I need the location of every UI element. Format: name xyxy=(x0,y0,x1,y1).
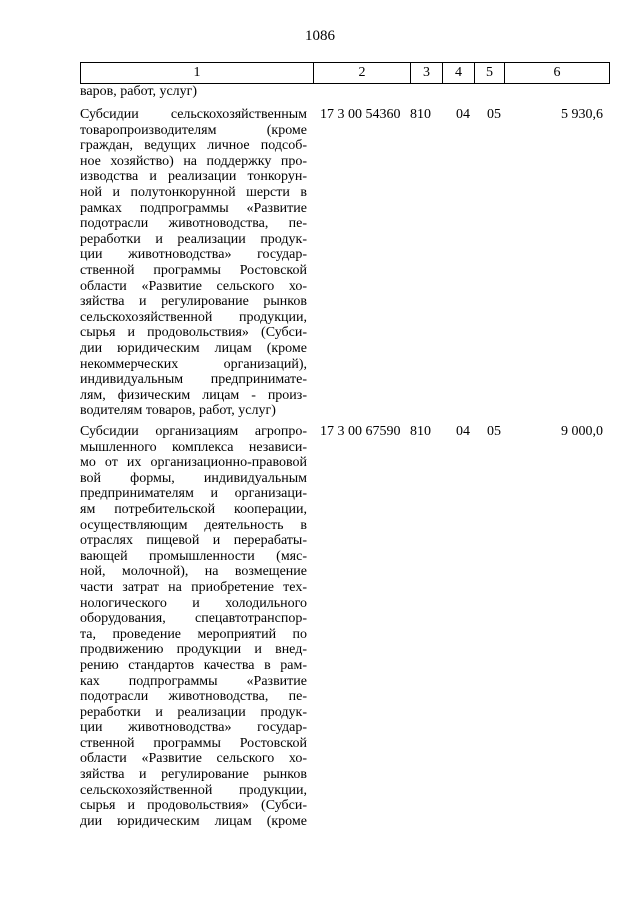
description-line: ственной программы Ростовской xyxy=(80,262,307,278)
column-header-2: 2 xyxy=(314,63,411,84)
description-line: области «Развитие сельского хо- xyxy=(80,751,307,767)
description-line: сельскохозяйственной продукции, xyxy=(80,782,307,798)
description-line: лям, физическим лицам - произ- xyxy=(80,387,307,403)
row-sum: 5 930,6 xyxy=(561,107,603,122)
column-header-6: 6 xyxy=(505,63,610,84)
column-header-5: 5 xyxy=(475,63,505,84)
description-line: ное хозяйство) на поддержку про- xyxy=(80,153,307,169)
row-rz: 04 xyxy=(456,107,470,122)
description-line: части затрат на приобретение тех- xyxy=(80,579,307,595)
row-description xyxy=(80,107,307,419)
description-line: ции животноводства» государ- xyxy=(80,247,307,263)
continuation-text: варов, работ, услуг) xyxy=(80,84,198,99)
description-line: ной и полутонкорунной шерсти в xyxy=(80,184,307,200)
row-vr: 810 xyxy=(410,424,431,439)
row-pr: 05 xyxy=(487,424,501,439)
description-line: товаропроизводителям (кроме xyxy=(80,122,307,138)
description-line: ках подпрограммы «Развитие xyxy=(80,673,307,689)
description-line: подотрасли животноводства, пе- xyxy=(80,689,307,705)
description-line: реработки и реализации продук- xyxy=(80,231,307,247)
description-line: зяйства и регулирование рынков xyxy=(80,767,307,783)
description-line: области «Развитие сельского хо- xyxy=(80,278,307,294)
description-line: вающей промышленности (мяс- xyxy=(80,548,307,564)
description-line: Субсидии организациям агропро- xyxy=(80,424,307,439)
row-pr: 05 xyxy=(487,107,501,122)
column-header-row xyxy=(81,63,610,84)
row-description xyxy=(80,424,307,829)
description-line: сырья и продовольствия» (Субси- xyxy=(80,325,307,341)
description-line: дии юридическим лицам (кроме xyxy=(80,813,307,829)
column-header-table xyxy=(80,62,610,84)
description-line: изводства и реализации тонкорун- xyxy=(80,169,307,185)
row-sum: 9 000,0 xyxy=(561,424,603,439)
description-line: осуществляющим деятельность в xyxy=(80,517,307,533)
description-line: продвижению продукции и внед- xyxy=(80,642,307,658)
description-line: водителям товаров, работ, услуг) xyxy=(80,403,276,419)
description-line: зяйства и регулирование рынков xyxy=(80,294,307,310)
column-header-1: 1 xyxy=(81,63,314,84)
row-code: 17 3 00 67590 xyxy=(320,424,401,439)
description-line: предпринимателям и организаци- xyxy=(80,486,307,502)
description-line: ям потребительской кооперации, xyxy=(80,501,307,517)
description-line: дии юридическим лицам (кроме xyxy=(80,340,307,356)
description-line: граждан, ведущих личное подсоб- xyxy=(80,138,307,154)
row-code: 17 3 00 54360 xyxy=(320,107,401,122)
row-vr: 810 xyxy=(410,107,431,122)
description-line: индивидуальным предпринимате- xyxy=(80,372,307,388)
description-line: сельскохозяйственной продукции, xyxy=(80,309,307,325)
description-line: подотрасли животноводства, пе- xyxy=(80,216,307,232)
description-line: отраслях пищевой и перерабаты- xyxy=(80,533,307,549)
description-line: та, проведение мероприятий по xyxy=(80,626,307,642)
description-line: мо от их организационно-правовой xyxy=(80,455,307,471)
description-line: вой формы, индивидуальным xyxy=(80,470,307,486)
description-line: некоммерческих организаций), xyxy=(80,356,307,372)
description-line: мышленного комплекса независи- xyxy=(80,439,307,455)
column-header-4: 4 xyxy=(443,63,475,84)
description-line: ции животноводства» государ- xyxy=(80,720,307,736)
row-rz: 04 xyxy=(456,424,470,439)
description-line: рению стандартов качества в рам- xyxy=(80,657,307,673)
description-line: ственной программы Ростовской xyxy=(80,735,307,751)
page-number: 1086 xyxy=(305,28,335,44)
description-line: реработки и реализации продук- xyxy=(80,704,307,720)
description-line: сырья и продовольствия» (Субси- xyxy=(80,798,307,814)
description-line: оборудования, спецавтотранспор- xyxy=(80,611,307,627)
description-line: Субсидии сельскохозяйственным xyxy=(80,107,307,122)
description-line: нологического и холодильного xyxy=(80,595,307,611)
description-line: ной, молочной), на возмещение xyxy=(80,564,307,580)
description-line: рамках подпрограммы «Развитие xyxy=(80,200,307,216)
column-header-3: 3 xyxy=(411,63,443,84)
